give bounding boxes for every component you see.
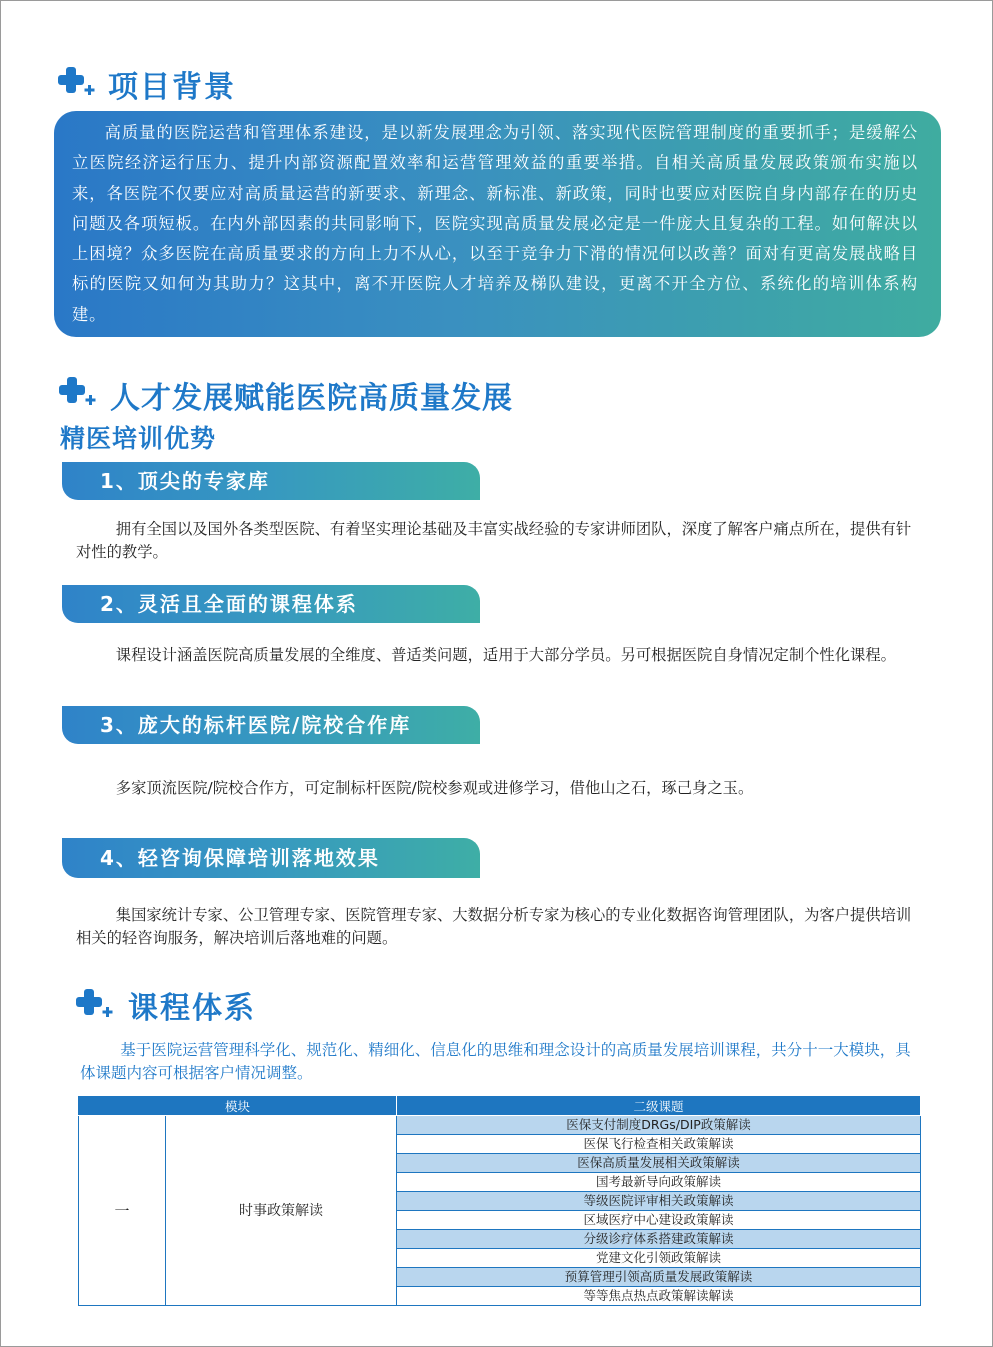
- section-title-background: 项目背景: [108, 70, 236, 105]
- section-subtitle-advantages: 精医培训优势: [60, 424, 217, 453]
- header-subtopic: 二级课题: [397, 1096, 921, 1116]
- plus-cross-icon: [75, 987, 117, 1019]
- advantage-label-2: 2、灵活且全面的课程体系: [62, 585, 480, 623]
- subtopic-cell: 党建文化引领政策解读: [397, 1249, 921, 1268]
- subtopic-cell: 医保支付制度DRGs/DIP政策解读: [397, 1116, 921, 1135]
- module-number: 一: [79, 1116, 166, 1306]
- subtopic-cell: 医保飞行检查相关政策解读: [397, 1135, 921, 1154]
- subtopic-cell: 等级医院评审相关政策解读: [397, 1192, 921, 1211]
- advantage-label-1: 1、顶尖的专家库: [62, 462, 480, 500]
- course-table: [78, 1095, 921, 1306]
- advantage-text-2: 课程设计涵盖医院高质量发展的全维度、普适类问题，适用于大部分学员。另可根据医院自身情况定制个性化课程。: [115, 646, 896, 664]
- subtopic-cell: 等等焦点热点政策解读解读: [397, 1287, 921, 1306]
- subtopic-cell: 医保高质量发展相关政策解读: [397, 1154, 921, 1173]
- subtopic-cell: 国考最新导向政策解读: [397, 1173, 921, 1192]
- advantage-text-4: 集国家统计专家、公卫管理专家、医院管理专家、大数据分析专家为核心的专业化数据咨询管理团队，为客户提供培训相关的轻咨询服务，解决培训后落地难的问题。: [76, 906, 912, 947]
- background-paragraph: 高质量的医院运营和管理体系建设，是以新发展理念为引领、落实现代医院管理制度的重要抓手；是缓解公立医院经济运行压力、提升内部资源配置效率和运营管理效益的重要举措。自相关高质量发展政策颁布实施以来，各医院不仅要应对高质量运营的新要求、新理念、新标准、新政策，同时也要应对医院自身内部存在的历史问题及各项短板。在内外部因素的共同影响下，医院实现高质量发展必定是一件庞大且复杂的工程。如何解决以上困境？众多医院在高质量要求的方向上力不从心，以至于竞争力下滑的情况何以改善？面对有更高发展战略目标的医院又如何为其助力？这其中，离不开医院人才培养及梯队建设，更离不开全方位、系统化的培训体系构建。: [72, 123, 918, 324]
- section-title-talent: 人才发展赋能医院高质量发展: [110, 381, 513, 416]
- plus-cross-icon: [58, 375, 100, 407]
- subtopic-cell: 分级诊疗体系搭建政策解读: [397, 1230, 921, 1249]
- plus-cross-icon: [57, 65, 99, 97]
- section-title-curriculum: 课程体系: [128, 991, 256, 1026]
- subtopic-cell: 区域医疗中心建设政策解读: [397, 1211, 921, 1230]
- curriculum-intro: 基于医院运营管理科学化、规范化、精细化、信息化的思维和理念设计的高质量发展培训课程，共分十一大模块，具体课题内容可根据客户情况调整。: [80, 1041, 911, 1082]
- advantage-text-1: 拥有全国以及国外各类型医院、有着坚实理论基础及丰富实战经验的专家讲师团队，深度了解客户痛点所在，提供有针对性的教学。: [76, 520, 912, 561]
- subtopic-cell: 预算管理引领高质量发展政策解读: [397, 1268, 921, 1287]
- advantage-label-4: 4、轻咨询保障培训落地效果: [62, 838, 480, 878]
- header-module: 模块: [79, 1096, 397, 1116]
- advantage-label-3: 3、庞大的标杆医院/院校合作库: [62, 706, 480, 744]
- module-name: 时事政策解读: [166, 1116, 397, 1306]
- table-header-row: [79, 1096, 921, 1116]
- advantage-text-3: 多家顶流医院/院校合作方，可定制标杆医院/院校参观或进修学习，借他山之石，琢己身之玉。: [115, 779, 754, 797]
- table-row: [79, 1116, 921, 1135]
